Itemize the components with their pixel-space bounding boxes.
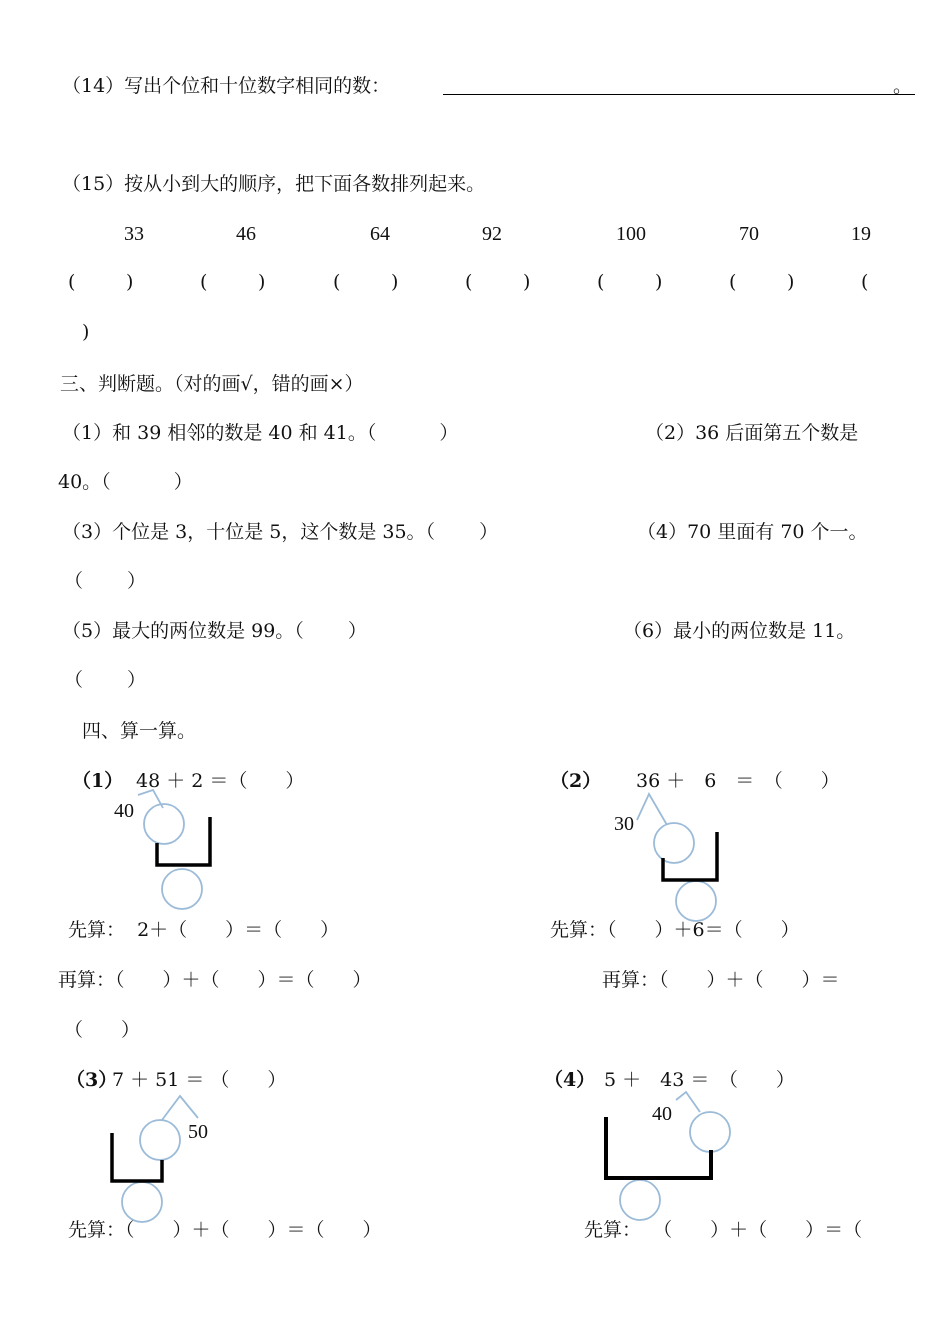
answer-blank-close[interactable]: ) [126, 271, 134, 293]
problem-4-split-number: 40 [652, 1103, 672, 1125]
answer-circle [144, 804, 184, 844]
problem-4-bracket [606, 1117, 711, 1178]
split-branch-line [676, 1092, 700, 1112]
q15-number: 100 [616, 223, 646, 245]
problem-3-expression: 7 ＋ 51 ＝ （ ） [112, 1069, 287, 1091]
judge-item-6[interactable]: （6）最小的两位数是 11。 [623, 620, 856, 642]
problem-4-label: （4） [544, 1069, 596, 1091]
problem-3-label: （3） [66, 1069, 118, 1091]
problem-3-diagram [122, 1096, 198, 1222]
answer-circle [690, 1112, 730, 1152]
q15-number: 33 [124, 223, 144, 245]
judge-item-6-cont[interactable]: （ ） [64, 669, 147, 691]
answer-blank-close[interactable]: ) [82, 321, 90, 343]
problem-2-then-step[interactable]: 再算：（ ）＋（ ）＝ [602, 969, 840, 991]
answer-circle [654, 823, 694, 863]
answer-circle [122, 1182, 162, 1222]
answer-blank-open[interactable]: ( [465, 271, 473, 293]
section3-title: 三、判断题。（对的画√，错的画×） [60, 373, 364, 395]
problem-4-expression: 5 ＋ 43 ＝ （ ） [604, 1069, 795, 1091]
answer-circle [140, 1120, 180, 1160]
problem-2-then-step-cont[interactable]: （ ） [64, 1019, 141, 1041]
answer-blank-open[interactable]: ( [333, 271, 341, 293]
problem-2-split-number: 30 [614, 813, 634, 835]
judge-item-2-cont[interactable]: 40。（ ） [58, 471, 193, 493]
split-branch-line [637, 794, 667, 825]
problem-1-then-step[interactable]: 再算：（ ）＋（ ）＝（ ） [58, 969, 372, 991]
answer-blank-open[interactable]: ( [200, 271, 208, 293]
problem-1-diagram [138, 790, 202, 909]
problem-3-split-number: 50 [188, 1121, 208, 1143]
answer-circle [162, 869, 202, 909]
q15-number: 92 [482, 223, 502, 245]
q14-text: （14）写出个位和十位数字相同的数： [62, 75, 391, 97]
answer-circle [676, 881, 716, 921]
answer-blank-open[interactable]: ( [729, 271, 737, 293]
judge-item-1[interactable]: （1）和 39 相邻的数是 40 和 41。（ ） [62, 422, 459, 444]
answer-blank-close[interactable]: ) [787, 271, 795, 293]
q15-text: （15）按从小到大的顺序，把下面各数排列起来。 [62, 173, 486, 195]
answer-blank-close[interactable]: ) [391, 271, 399, 293]
problem-2-diagram [637, 794, 716, 921]
problem-3-bracket [112, 1133, 162, 1181]
problem-1-label: （1） [72, 770, 124, 792]
answer-blank-open[interactable]: ( [597, 271, 605, 293]
problem-4-diagram [620, 1092, 730, 1220]
q15-number: 46 [236, 223, 256, 245]
problem-1-expression: 48 ＋ 2 ＝（ ） [136, 770, 305, 792]
q15-number: 19 [851, 223, 871, 245]
answer-blank-close[interactable]: ) [523, 271, 531, 293]
answer-blank-open[interactable]: ( [861, 271, 869, 293]
judge-item-5[interactable]: （5）最大的两位数是 99。（ ） [62, 620, 367, 642]
q15-number: 70 [739, 223, 759, 245]
answer-circle [620, 1180, 660, 1220]
split-branch-line [162, 1096, 198, 1120]
section4-title: 四、算一算。 [82, 720, 197, 742]
answer-blank-close[interactable]: ) [655, 271, 663, 293]
problem-3-first-step[interactable]: 先算：（ ）＋（ ）＝（ ） [68, 1219, 382, 1241]
answer-blank-open[interactable]: ( [68, 271, 76, 293]
judge-item-4-cont[interactable]: （ ） [64, 570, 147, 592]
q14-period: 。 [893, 75, 913, 97]
problem-2-expression: 36 ＋ 6 ＝ （ ） [636, 770, 840, 792]
judge-item-4[interactable]: （4）70 里面有 70 个一。 [637, 521, 868, 543]
problem-2-label: （2） [550, 770, 602, 792]
problem-1-split-number: 40 [114, 800, 134, 822]
problem-4-first-step[interactable]: 先算： （ ）＋（ ）＝（ [584, 1219, 863, 1241]
judge-item-3[interactable]: （3）个位是 3，十位是 5，这个数是 35。（ ） [62, 521, 499, 543]
problem-2-first-step[interactable]: 先算：（ ）＋6＝（ ） [550, 919, 800, 941]
judge-item-2[interactable]: （2）36 后面第五个数是 [645, 422, 859, 444]
problem-1-first-step[interactable]: 先算： 2＋（ ）＝（ ） [68, 919, 340, 941]
q15-number: 64 [370, 223, 390, 245]
answer-blank-close[interactable]: ) [258, 271, 266, 293]
